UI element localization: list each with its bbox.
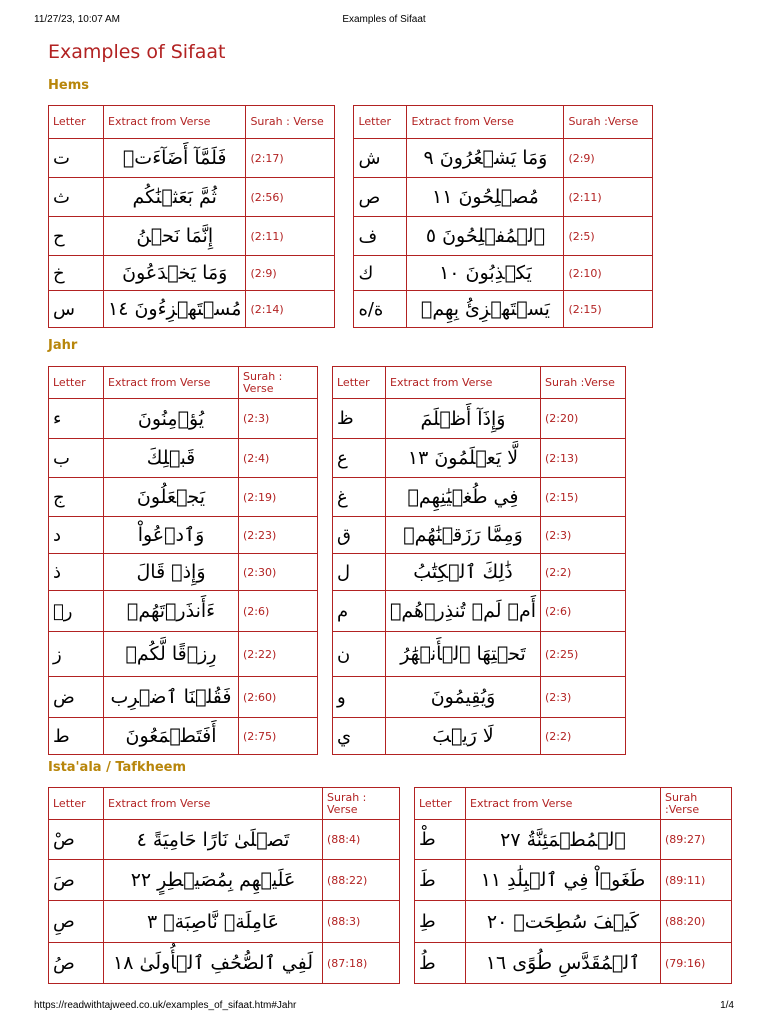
surah-verse-ref: (79:16) (661, 943, 732, 984)
table-row (49, 291, 653, 328)
letter-cell: صَ (49, 860, 104, 901)
table-header-row (49, 367, 626, 399)
surah-verse-ref: (2:3) (541, 677, 626, 718)
verse-extract: فِي طُغۡيَٰنِهِمۡ (386, 478, 541, 517)
page-title: Examples of Sifaat (48, 41, 226, 63)
verse-extract: ٱلۡمُطۡمَئِنَّةُ ٢٧ (466, 820, 661, 860)
surah-verse-ref: (2:2) (541, 554, 626, 591)
header-surah-verse: Surah : Verse (323, 788, 400, 820)
table-row (49, 439, 626, 478)
surah-verse-ref: (2:3) (239, 399, 318, 439)
surah-verse-ref: (2:15) (564, 291, 653, 328)
verse-extract: وَيُقِيمُونَ (386, 677, 541, 718)
letter-cell: ة/ه (354, 291, 407, 328)
verse-extract: كَيۡفَ سُطِحَتۡ ٢٠ (466, 901, 661, 943)
verse-extract: أَفَتَطۡمَعُونَ (104, 718, 239, 755)
column-gap (400, 943, 415, 984)
letter-cell: ش (354, 139, 407, 178)
table-row (49, 677, 626, 718)
letter-cell: ن (333, 632, 386, 677)
verse-extract: يُؤۡمِنُونَ (104, 399, 239, 439)
print-url: https://readwithtajweed.co.uk/examples_of_sifaat.htm#Jahr (34, 1000, 297, 1011)
hems-table (48, 105, 653, 328)
verse-extract: ءَأَنذَرۡتَهُمۡ (104, 591, 239, 632)
letter-cell: ص (354, 178, 407, 217)
surah-verse-ref: (87:18) (323, 943, 400, 984)
surah-verse-ref: (2:5) (564, 217, 653, 256)
surah-verse-ref: (2:15) (541, 478, 626, 517)
surah-verse-ref: (2:25) (541, 632, 626, 677)
surah-verse-ref: (2:19) (239, 478, 318, 517)
verse-extract: لَّا يَعۡلَمُونَ ١٣ (386, 439, 541, 478)
letter-cell: طُ (415, 943, 466, 984)
verse-extract: وَإِذَآ أَظۡلَمَ (386, 399, 541, 439)
header-extract: Extract from Verse (104, 367, 239, 399)
verse-extract: طَغَوۡاْ فِي ٱلۡبِلَٰدِ ١١ (466, 860, 661, 901)
column-gap (400, 901, 415, 943)
verse-extract: يَسۡتَهۡزِئُ بِهِمۡ (407, 291, 564, 328)
surah-verse-ref: (2:23) (239, 517, 318, 554)
verse-extract: أَمۡ لَمۡ تُنذِرۡهُمۡ (386, 591, 541, 632)
verse-extract: ذَٰلِكَ ٱلۡكِتَٰبُ (386, 554, 541, 591)
column-gap (318, 718, 333, 755)
letter-cell: خ (49, 256, 104, 291)
letter-cell: ت (49, 139, 104, 178)
surah-verse-ref: (2:9) (246, 256, 335, 291)
surah-verse-ref: (2:75) (239, 718, 318, 755)
letter-cell: ف (354, 217, 407, 256)
surah-verse-ref: (2:20) (541, 399, 626, 439)
letter-cell: ج (49, 478, 104, 517)
letter-cell: غ (333, 478, 386, 517)
table-header-row (49, 106, 653, 139)
print-page-number: 1/4 (720, 1000, 734, 1011)
surah-verse-ref: (2:60) (239, 677, 318, 718)
column-gap (400, 860, 415, 901)
letter-cell: م (333, 591, 386, 632)
verse-extract: لَا رَيۡبَ (386, 718, 541, 755)
surah-verse-ref: (88:22) (323, 860, 400, 901)
column-gap (318, 478, 333, 517)
surah-verse-ref: (2:4) (239, 439, 318, 478)
verse-extract: فَقُلۡنَا ٱضۡرِب (104, 677, 239, 718)
header-surah-verse: Surah : Verse (246, 106, 335, 139)
column-gap (318, 677, 333, 718)
surah-verse-ref: (2:22) (239, 632, 318, 677)
letter-cell: ل (333, 554, 386, 591)
verse-extract: تَحۡتِهَا ٱلۡأَنۡهَٰرُ (386, 632, 541, 677)
section-title-jahr: Jahr (48, 338, 78, 353)
verse-extract: قَبۡلِكَ (104, 439, 239, 478)
surah-verse-ref: (88:20) (661, 901, 732, 943)
table-row (49, 820, 732, 860)
verse-extract: وَمَا يَخۡدَعُونَ (104, 256, 246, 291)
letter-cell: صِ (49, 901, 104, 943)
surah-verse-ref: (2:17) (246, 139, 335, 178)
header-surah-verse: Surah : Verse (239, 367, 318, 399)
verse-extract: وَمَا يَشۡعُرُونَ ٩ (407, 139, 564, 178)
istaala-table (48, 787, 732, 984)
verse-extract: لَفِي ٱلصُّحُفِ ٱلۡأُولَىٰ ١٨ (104, 943, 323, 984)
print-header (34, 14, 734, 28)
table-row (49, 591, 626, 632)
letter-cell: طْ (415, 820, 466, 860)
header-letter: Letter (354, 106, 407, 139)
letter-cell: صُ (49, 943, 104, 984)
header-letter: Letter (49, 367, 104, 399)
letter-cell: ب (49, 439, 104, 478)
surah-verse-ref: (2:9) (564, 139, 653, 178)
jahr-table (48, 366, 626, 755)
verse-extract: عَامِلَةٞ نَّاصِبَةٞ ٣ (104, 901, 323, 943)
letter-cell: ض (49, 677, 104, 718)
surah-verse-ref: (2:6) (541, 591, 626, 632)
header-surah-verse: Surah :Verse (564, 106, 653, 139)
surah-verse-ref: (2:14) (246, 291, 335, 328)
column-gap (335, 106, 354, 139)
column-gap (318, 367, 333, 399)
table-row (49, 256, 653, 291)
letter-cell: ظ (333, 399, 386, 439)
header-letter: Letter (49, 106, 104, 139)
verse-extract: يَجۡعَلُونَ (104, 478, 239, 517)
header-surah-verse: Surah :Verse (541, 367, 626, 399)
column-gap (318, 591, 333, 632)
verse-extract: مُسۡتَهۡزِءُونَ ١٤ (104, 291, 246, 328)
surah-verse-ref: (2:56) (246, 178, 335, 217)
table-row (49, 632, 626, 677)
header-extract: Extract from Verse (104, 788, 323, 820)
letter-cell: ح (49, 217, 104, 256)
column-gap (335, 139, 354, 178)
letter-cell: ء (49, 399, 104, 439)
table-row (49, 217, 653, 256)
surah-verse-ref: (2:13) (541, 439, 626, 478)
letter-cell: طِ (415, 901, 466, 943)
surah-verse-ref: (89:11) (661, 860, 732, 901)
surah-verse-ref: (2:11) (564, 178, 653, 217)
letter-cell: ك (354, 256, 407, 291)
table-row (49, 478, 626, 517)
letter-cell: ز (49, 632, 104, 677)
letter-cell: طَ (415, 860, 466, 901)
table-row (49, 554, 626, 591)
table-row (49, 860, 732, 901)
table-row (49, 139, 653, 178)
letter-cell: ي (333, 718, 386, 755)
table-row (49, 399, 626, 439)
verse-extract: إِنَّمَا نَحۡنُ (104, 217, 246, 256)
verse-extract: مُصۡلِحُونَ ١١ (407, 178, 564, 217)
column-gap (335, 291, 354, 328)
surah-verse-ref: (89:27) (661, 820, 732, 860)
surah-verse-ref: (2:3) (541, 517, 626, 554)
table-row (49, 178, 653, 217)
column-gap (318, 399, 333, 439)
header-extract: Extract from Verse (104, 106, 246, 139)
letter-cell: ق (333, 517, 386, 554)
verse-extract: فَلَمَّآ أَضَآءَتۡ (104, 139, 246, 178)
letter-cell: ع (333, 439, 386, 478)
column-gap (400, 788, 415, 820)
surah-verse-ref: (2:30) (239, 554, 318, 591)
verse-extract: وَإِذۡ قَالَ (104, 554, 239, 591)
print-doc-title: Examples of Sifaat (342, 14, 426, 25)
verse-extract: عَلَيۡهِم بِمُصَيۡطِرٍ ٢٢ (104, 860, 323, 901)
letter-cell: ث (49, 178, 104, 217)
surah-verse-ref: (2:10) (564, 256, 653, 291)
table-row (49, 517, 626, 554)
header-extract: Extract from Verse (407, 106, 564, 139)
column-gap (335, 178, 354, 217)
surah-verse-ref: (2:2) (541, 718, 626, 755)
column-gap (335, 256, 354, 291)
verse-extract: ثُمَّ بَعَثۡنَٰكُم (104, 178, 246, 217)
table-row (49, 718, 626, 755)
print-datetime: 11/27/23, 10:07 AM (34, 14, 120, 25)
letter-cell: رۡ (49, 591, 104, 632)
letter-cell: س (49, 291, 104, 328)
section-title-istaala: Ista'ala / Tafkheem (48, 760, 187, 775)
header-letter: Letter (333, 367, 386, 399)
column-gap (400, 820, 415, 860)
header-extract: Extract from Verse (466, 788, 661, 820)
header-letter: Letter (49, 788, 104, 820)
column-gap (318, 439, 333, 478)
verse-extract: ٱلۡمُقَدَّسِ طُوًى ١٦ (466, 943, 661, 984)
letter-cell: و (333, 677, 386, 718)
verse-extract: ٱلۡمُفۡلِحُونَ ٥ (407, 217, 564, 256)
surah-verse-ref: (88:4) (323, 820, 400, 860)
verse-extract: يَكۡذِبُونَ ١٠ (407, 256, 564, 291)
letter-cell: ذ (49, 554, 104, 591)
column-gap (318, 632, 333, 677)
surah-verse-ref: (2:11) (246, 217, 335, 256)
print-footer (34, 1000, 734, 1014)
table-row (49, 901, 732, 943)
letter-cell: د (49, 517, 104, 554)
letter-cell: ط (49, 718, 104, 755)
table-header-row (49, 788, 732, 820)
section-title-hems: Hems (48, 78, 89, 93)
verse-extract: وَمِمَّا رَزَقۡنَٰهُمۡ (386, 517, 541, 554)
header-surah-verse: Surah :Verse (661, 788, 732, 820)
column-gap (318, 517, 333, 554)
column-gap (335, 217, 354, 256)
letter-cell: صْ (49, 820, 104, 860)
header-extract: Extract from Verse (386, 367, 541, 399)
verse-extract: تَصۡلَىٰ نَارًا حَامِيَةً ٤ (104, 820, 323, 860)
verse-extract: وَٱدۡعُواْ (104, 517, 239, 554)
column-gap (318, 554, 333, 591)
table-row (49, 943, 732, 984)
surah-verse-ref: (2:6) (239, 591, 318, 632)
verse-extract: رِزۡقًا لَّكُمۡ (104, 632, 239, 677)
header-letter: Letter (415, 788, 466, 820)
surah-verse-ref: (88:3) (323, 901, 400, 943)
